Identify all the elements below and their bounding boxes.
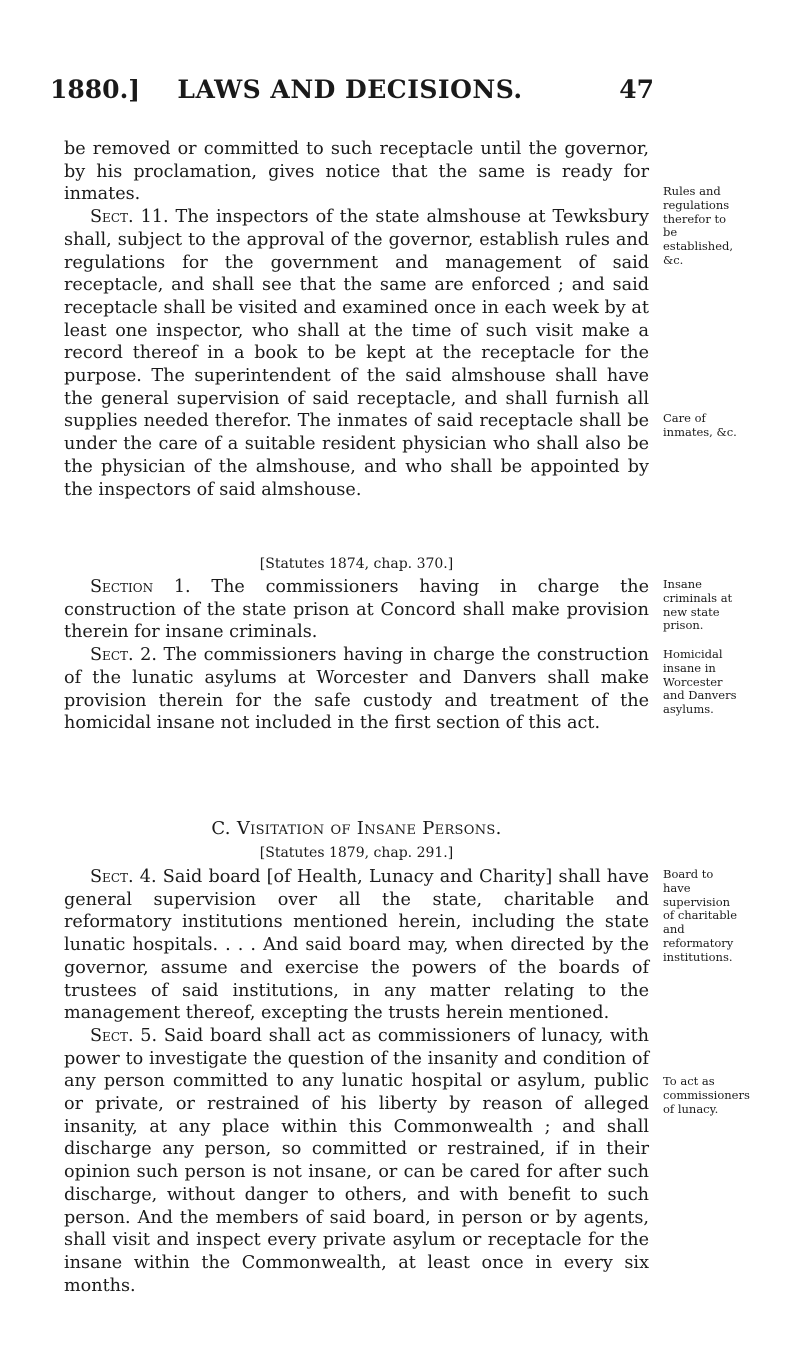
section-4-label: Sect. 4. — [90, 867, 157, 887]
section-5-text: Said board shall act as commissioners of lunacy, with power to investigate the question of the insanity and condition of any person committed to any lunatic hospital or asylum, public or private, or restrained of his liberty by reason of alleged insanity, at any place within this Commonwealth ; and shall discharge any person, so committed or restrained, if in their opinion such person is not insane, or can be cared for after such discharge, without danger to others, and with benefit to such person. And the members of said board, in person or by agents, shall visit and inspect every private asylum or receptacle for the insane within the Commonwealth, at least once in every six months. — [64, 1025, 649, 1296]
section-1-text: The commissioners having in charge the construction of the state prison at Concord shall make provision therein for insane criminals. — [64, 577, 649, 643]
margin-note-care: Care of inmates, &c. — [663, 411, 737, 439]
header-year: 1880.] — [50, 75, 141, 104]
section-2-label: Sect. 2. — [90, 645, 157, 666]
header-title: LAWS AND DECISIONS. — [177, 75, 523, 104]
section-5-paragraph — [64, 1025, 649, 1297]
section-heading: C. Visitation of Insane Persons. — [211, 818, 502, 839]
section-5-label: Sect. 5. — [90, 1025, 158, 1046]
section-4-paragraph — [64, 866, 649, 1025]
section-2-paragraph — [64, 644, 649, 735]
margin-note-lunacy: To act as commissioners of lunacy. — [663, 1074, 750, 1116]
page-number: 47 — [619, 75, 654, 104]
statute-block-1 — [64, 138, 649, 501]
statute-block-2 — [64, 576, 649, 735]
section-4-text: Said board [of Health, Lunacy and Charity] shall have general supervision over all the state, charitable and reformatory institutions mentioned herein, including the state lunatic hospitals. . . . And said board may, when directed by the governor, assume and exercise the powers of the boards of trustees of said institutions, in any matter relating to the management thereof, excepting the trusts herein mentioned. — [64, 867, 649, 1024]
section-11-text: The inspectors of the state almshouse at Tewksbury shall, subject to the approval of the governor, establish rules and regulations for the government and management of said receptacle, and shall see that the same are enforced ; and said receptacle shall be visited and examined once in each week by at least one inspector, who shall at the time of such visit make a record thereof in a book to be kept at the receptacle for the purpose. The superintendent of the said almshouse shall have the general supervision of said receptacle, and shall furnish all supplies needed therefor. The inmates of said receptacle shall be under the care of a suitable resident physician who shall also be the physician of the almshouse, and who shall be appointed by the inspectors of said almshouse. — [64, 207, 649, 500]
page-header — [50, 75, 654, 115]
margin-note-insane-criminals: Insane criminals at new state prison. — [663, 577, 733, 633]
section-1-label: Section 1. — [90, 577, 191, 597]
margin-note-homicidal: Homicidal insane in Worcester and Danvers asylums. — [663, 647, 737, 717]
section-2-text: The commissioners having in charge the construction of the lunatic asylums at Worcester and Danvers shall make provision therein for the safe custody and treatment of the homicidal insane not included in the first section of this act. — [64, 645, 649, 734]
statute-block-3 — [64, 866, 649, 1297]
section-11-label: Sect. 11. — [90, 207, 169, 228]
section-1-paragraph — [64, 576, 649, 644]
citation-statutes-1879: [Statutes 1879, chap. 291.] — [259, 845, 454, 861]
margin-note-board: Board to have supervision of charitable and reformatory institutions. — [663, 867, 738, 964]
citation-statutes-1874: [Statutes 1874, chap. 370.] — [259, 556, 454, 572]
margin-note-rules: Rules and regulations therefor to be established, &c. — [663, 184, 734, 267]
section-11-paragraph — [64, 206, 649, 501]
continuation-paragraph: be removed or committed to such receptacle until the governor, by his proclamation, gives notice that the same is ready for inmates. — [64, 139, 649, 205]
